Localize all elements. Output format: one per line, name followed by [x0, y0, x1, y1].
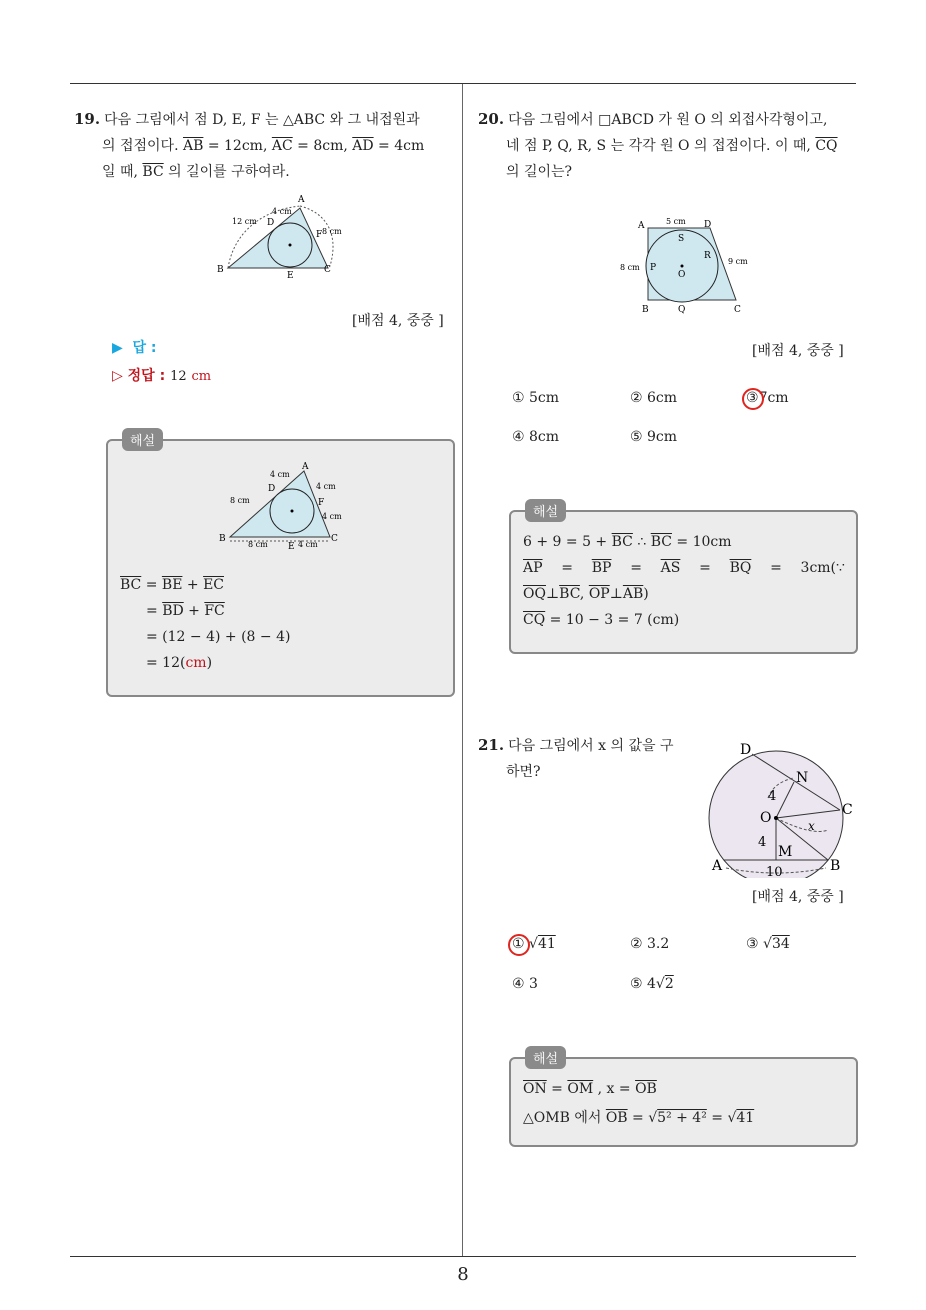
q21-choice-1[interactable]: ① √41: [512, 936, 556, 952]
q20-label-D: D: [704, 220, 712, 230]
q19-sol-label-A: A: [302, 462, 309, 472]
q20-choice-2[interactable]: ② 6cm: [630, 390, 678, 406]
q19-correct-unit: cm: [191, 369, 212, 384]
q19-label-8cm: 8 cm: [322, 227, 342, 236]
answer-circle-icon: [742, 388, 764, 410]
q21-choice-3[interactable]: ③ √34: [746, 936, 790, 952]
q20-choice-3[interactable]: ③7cm: [746, 390, 789, 406]
q21-figure: [702, 738, 862, 878]
q19-sol-label-4cm-b: 4 cm: [316, 482, 336, 491]
hollow-arrow-icon: ▷: [112, 368, 123, 384]
q20-line3: 의 길이는?: [506, 164, 573, 180]
q19-sol-label-D: D: [268, 484, 276, 494]
q19-sol-label-8cm-a: 8 cm: [230, 496, 250, 505]
page-number: 8: [457, 1264, 469, 1285]
q21-label-4-upper: 4: [768, 789, 777, 804]
q21-line2: 하면?: [506, 764, 541, 780]
q20-label-Q: Q: [678, 305, 686, 315]
q20-label-A: A: [638, 221, 645, 231]
answer-circle-icon: [508, 934, 530, 956]
q21-label-M: M: [778, 844, 793, 860]
q21-label-4-lower: 4: [758, 835, 767, 850]
q21-score: [배점 4, 중중 ]: [752, 889, 844, 905]
q19-sol-line4: = 12(cm): [146, 655, 213, 671]
q19-number: 19.: [74, 110, 101, 128]
q19-sol-label-4cm-a: 4 cm: [270, 470, 290, 479]
q21-sol-line2: △OMB 에서 $\overline{OB} = √5^2 + 4^2 = √41$: [523, 1110, 755, 1126]
q19-label-12cm: 12 cm: [232, 217, 257, 226]
q19-correct-value: 12: [170, 369, 187, 384]
q19-sol-label-B: B: [219, 534, 226, 544]
q21-solution-tag: 해설: [525, 1046, 566, 1069]
q20-label-P: P: [650, 263, 657, 273]
q20-label-S: S: [678, 234, 685, 244]
q19-sol-line3: = (12 − 4) + (8 − 4): [146, 629, 291, 645]
q20-number: 20.: [478, 110, 505, 128]
q21-label-B: B: [830, 858, 841, 874]
q21-choice-2[interactable]: ② 3.2: [630, 936, 670, 952]
q20-label-R: R: [704, 251, 711, 261]
q21-label-A: A: [712, 858, 723, 874]
q21-line1: 다음 그림에서 x 의 값을 구: [508, 738, 674, 754]
q19-label-A: A: [298, 195, 305, 205]
q19-label-E: E: [287, 271, 294, 281]
q19-solution-figure: [212, 461, 362, 551]
q21-label-N: N: [796, 770, 809, 786]
q21-choice-5[interactable]: ⑤ 4√2: [630, 976, 674, 992]
q20-choice-4[interactable]: ④ 8cm: [512, 429, 560, 445]
q19-score: [배점 4, 중중 ]: [352, 313, 444, 329]
q20-label-8cm: 8 cm: [620, 263, 640, 272]
q20-figure: [612, 212, 762, 320]
q20-text: [478, 106, 863, 185]
column-divider: [462, 84, 463, 1256]
q19-label-B: B: [217, 265, 224, 275]
q19-line2: 의 접점이다. $\overline{AB} = 12cm$, $\overline{AC} = 8cm$, $\overline{AD} = 4cm$: [102, 138, 425, 154]
q19-sol-label-4cm-d: 4 cm: [298, 540, 318, 549]
play-arrow-icon: ▶: [112, 340, 123, 356]
q19-sol-line2: = $\overline{BD} + \overline{FC}$: [146, 603, 225, 619]
q21-label-D: D: [740, 742, 752, 758]
q20-label-C: C: [734, 305, 741, 315]
q21-number: 21.: [478, 736, 505, 754]
q21-text: [478, 732, 698, 785]
q19-solution-tag: 해설: [122, 428, 163, 451]
q20-line2: 네 점 P, Q, R, S 는 각각 원 O 의 접점이다. 이 때, $\overline{CQ}$: [506, 138, 838, 154]
q19-label-C: C: [324, 265, 331, 275]
q21-label-10: 10: [766, 865, 783, 878]
bottom-rule: [70, 1256, 856, 1257]
q21-label-O: O: [760, 810, 772, 826]
q19-sol-label-C: C: [331, 534, 338, 544]
q20-label-5cm: 5 cm: [666, 217, 686, 226]
q20-label-O: O: [678, 270, 686, 280]
q20-choice-5[interactable]: ⑤ 9cm: [630, 429, 678, 445]
q19-sol-label-4cm-c: 4 cm: [322, 512, 342, 521]
q19-sol-label-F: F: [318, 498, 325, 508]
q20-score: [배점 4, 중중 ]: [752, 343, 844, 359]
q19-sol-line1: $\overline{BC} = \overline{BE} + \overline{EC}$: [120, 577, 224, 593]
q19-line3: 일 때, $\overline{BC}$ 의 길이를 구하여라.: [102, 164, 290, 180]
q20-sol-line4: $\overline{CQ} = 10 - 3 = 7$ (cm): [523, 612, 680, 628]
top-rule: [70, 83, 856, 84]
q19-answer-row: ▶ 답 :: [112, 340, 157, 356]
q21-solution-box: [509, 1052, 858, 1147]
q21-label-C: C: [842, 802, 853, 818]
q19-solution-box: [106, 434, 455, 697]
q19-label-D: D: [267, 218, 275, 228]
q20-solution-tag: 해설: [525, 499, 566, 522]
q19-correct-row: [112, 365, 211, 385]
q20-label-9cm: 9 cm: [728, 257, 748, 266]
q20-solution-box: [509, 505, 858, 654]
q20-label-B: B: [642, 305, 649, 315]
q19-figure: [212, 192, 352, 282]
q21-choice-4[interactable]: ④ 3: [512, 976, 538, 992]
q21-sol-line1: $\overline{ON} = \overline{OM}$ , $x = \overline{OB}$: [523, 1081, 657, 1097]
q20-line1: 다음 그림에서 □ABCD 가 원 O 의 외접사각형이고,: [508, 112, 828, 128]
q20-sol-line2: $\overline{AP}$ = $\overline{BP}$ = $\overline{AS}$ = $\overline{BQ}$ = 3cm(∵: [523, 560, 845, 576]
q20-sol-line1: $6 + 9 = 5 + \overline{BC}$ ∴ $\overline{BC} = 10cm$: [523, 534, 732, 550]
q19-correct-label: 정답 :: [127, 368, 166, 384]
q20-choice-1[interactable]: ① 5cm: [512, 390, 560, 406]
q19-label-F: F: [316, 230, 323, 240]
q19-sol-label-8cm-b: 8 cm: [248, 540, 268, 549]
q20-sol-line3: $\overline{OQ}\perp\overline{BC}$, $\overline{OP}\perp\overline{AB}$): [523, 586, 649, 602]
q19-text: [74, 106, 459, 185]
q19-label-4cm: 4 cm: [272, 207, 292, 216]
q19-line1: 다음 그림에서 점 D, E, F 는 △ABC 와 그 내접원과: [104, 112, 420, 128]
q21-label-x: x: [808, 819, 815, 833]
q19-sol-label-E: E: [288, 542, 295, 551]
